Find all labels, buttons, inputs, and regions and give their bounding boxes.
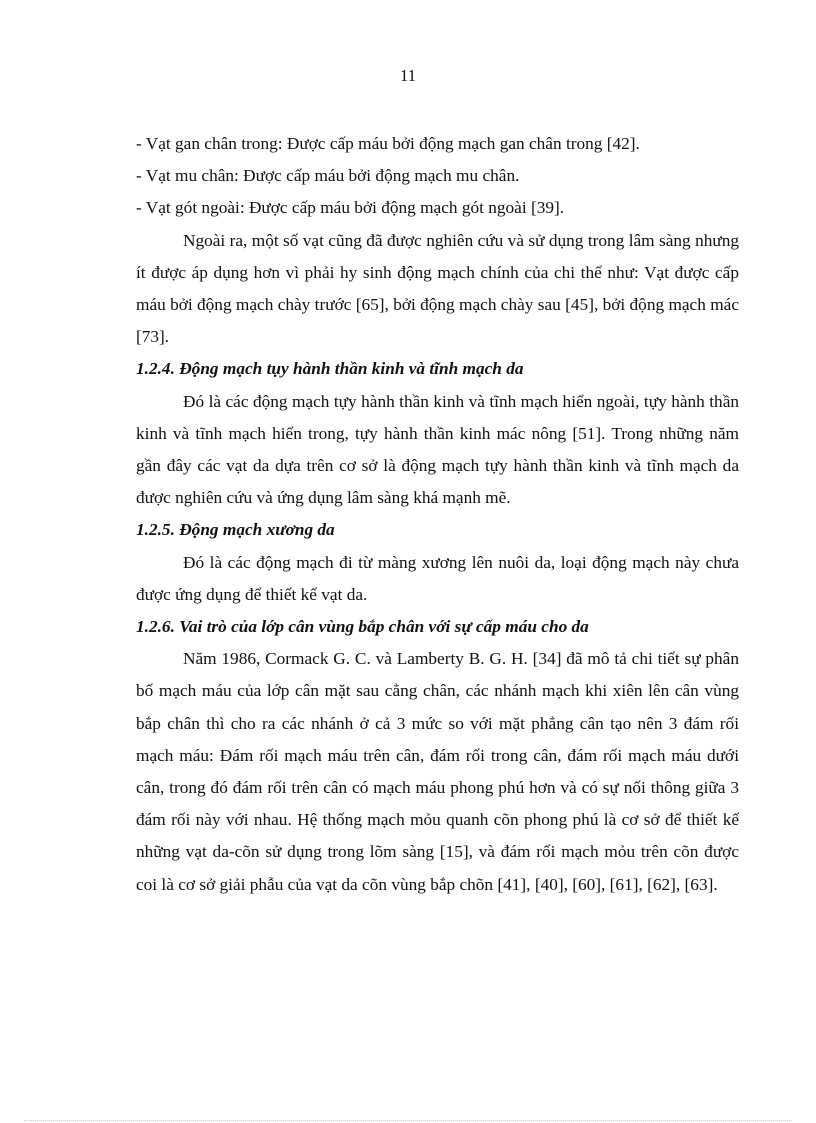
section-heading-1-2-5: 1.2.5. Động mạch xương da (136, 520, 335, 540)
paragraph-intro: Ngoài ra, một số vạt cũng đã được nghiên cứu và sử dụng trong lâm sàng nhưng ít được áp dụng hơn vì phải hy sinh động mạch chính của chi thể như: Vạt được cấp máu bởi động mạch chày trước [65], bởi động mạch chày sau [45], bởi động mạch mác [73]. (136, 230, 739, 347)
list-item: - Vạt gót ngoài: Được cấp máu bởi động mạch gót ngoài [39]. (136, 198, 565, 218)
paragraph-1-2-4: Đó là các động mạch tựy hành thần kinh và tĩnh mạch hiển ngoài, tựy hành thần kinh và tĩnh mạch hiển trong, tựy hành thần kinh mác nông [51]. Trong những năm gần đây các vạt da dựa trên cơ sở là động mạch tựy hành thần kinh và tĩnh mạch da được nghiên cứu và ứng dụng lâm sàng khá mạnh mẽ. (136, 391, 739, 508)
page-number: 11 (399, 66, 417, 85)
section-heading-1-2-4: 1.2.4. Động mạch tụy hành thần kinh và tĩnh mạch da (136, 359, 524, 379)
paragraph-1-2-5: Đó là các động mạch đi từ màng xương lên nuôi da, loại động mạch này chưa được ứng dụng để thiết kế vạt da. (136, 552, 739, 604)
page-bottom-divider (24, 1120, 792, 1121)
paragraph-1-2-6: Năm 1986, Cormack G. C. và Lamberty B. G. H. [34] đã mô tả chi tiết sự phân bố mạch máu của lớp cân mặt sau cẳng chân, các nhánh mạch khi xiên lên cân vùng bắp chân thì cho ra các nhánh ở cả 3 mức so với mặt phẳng cân tạo nên 3 đám rối mạch máu: Đám rối mạch máu trên cân, đám rối trong cân, đám rối mạch máu dưới cân, trong đó đám rối trên cân có mạch máu phong phú hơn và có sự nối thông giữa 3 đám rối này với nhau. Hệ thống mạch mỏu quanh cõn phong phú là cơ sở để thiết kế những vạt da-cõn sử dụng trong lõm sàng [15], và đám rối mạch mỏu trên cõn được coi là cơ sở giải phẫu của vạt da cõn vùng bắp chõn [41], [40], [60], [61], [62], [63]. (136, 649, 739, 894)
section-heading-1-2-6: 1.2.6. Vai trò của lớp cân vùng bắp chân với sự cấp máu cho da (136, 617, 589, 637)
list-item: - Vạt mu chân: Được cấp máu bởi động mạch mu chân. (136, 166, 520, 186)
list-item: - Vạt gan chân trong: Được cấp máu bởi động mạch gan chân trong [42]. (136, 134, 640, 153)
document-body (136, 128, 739, 901)
